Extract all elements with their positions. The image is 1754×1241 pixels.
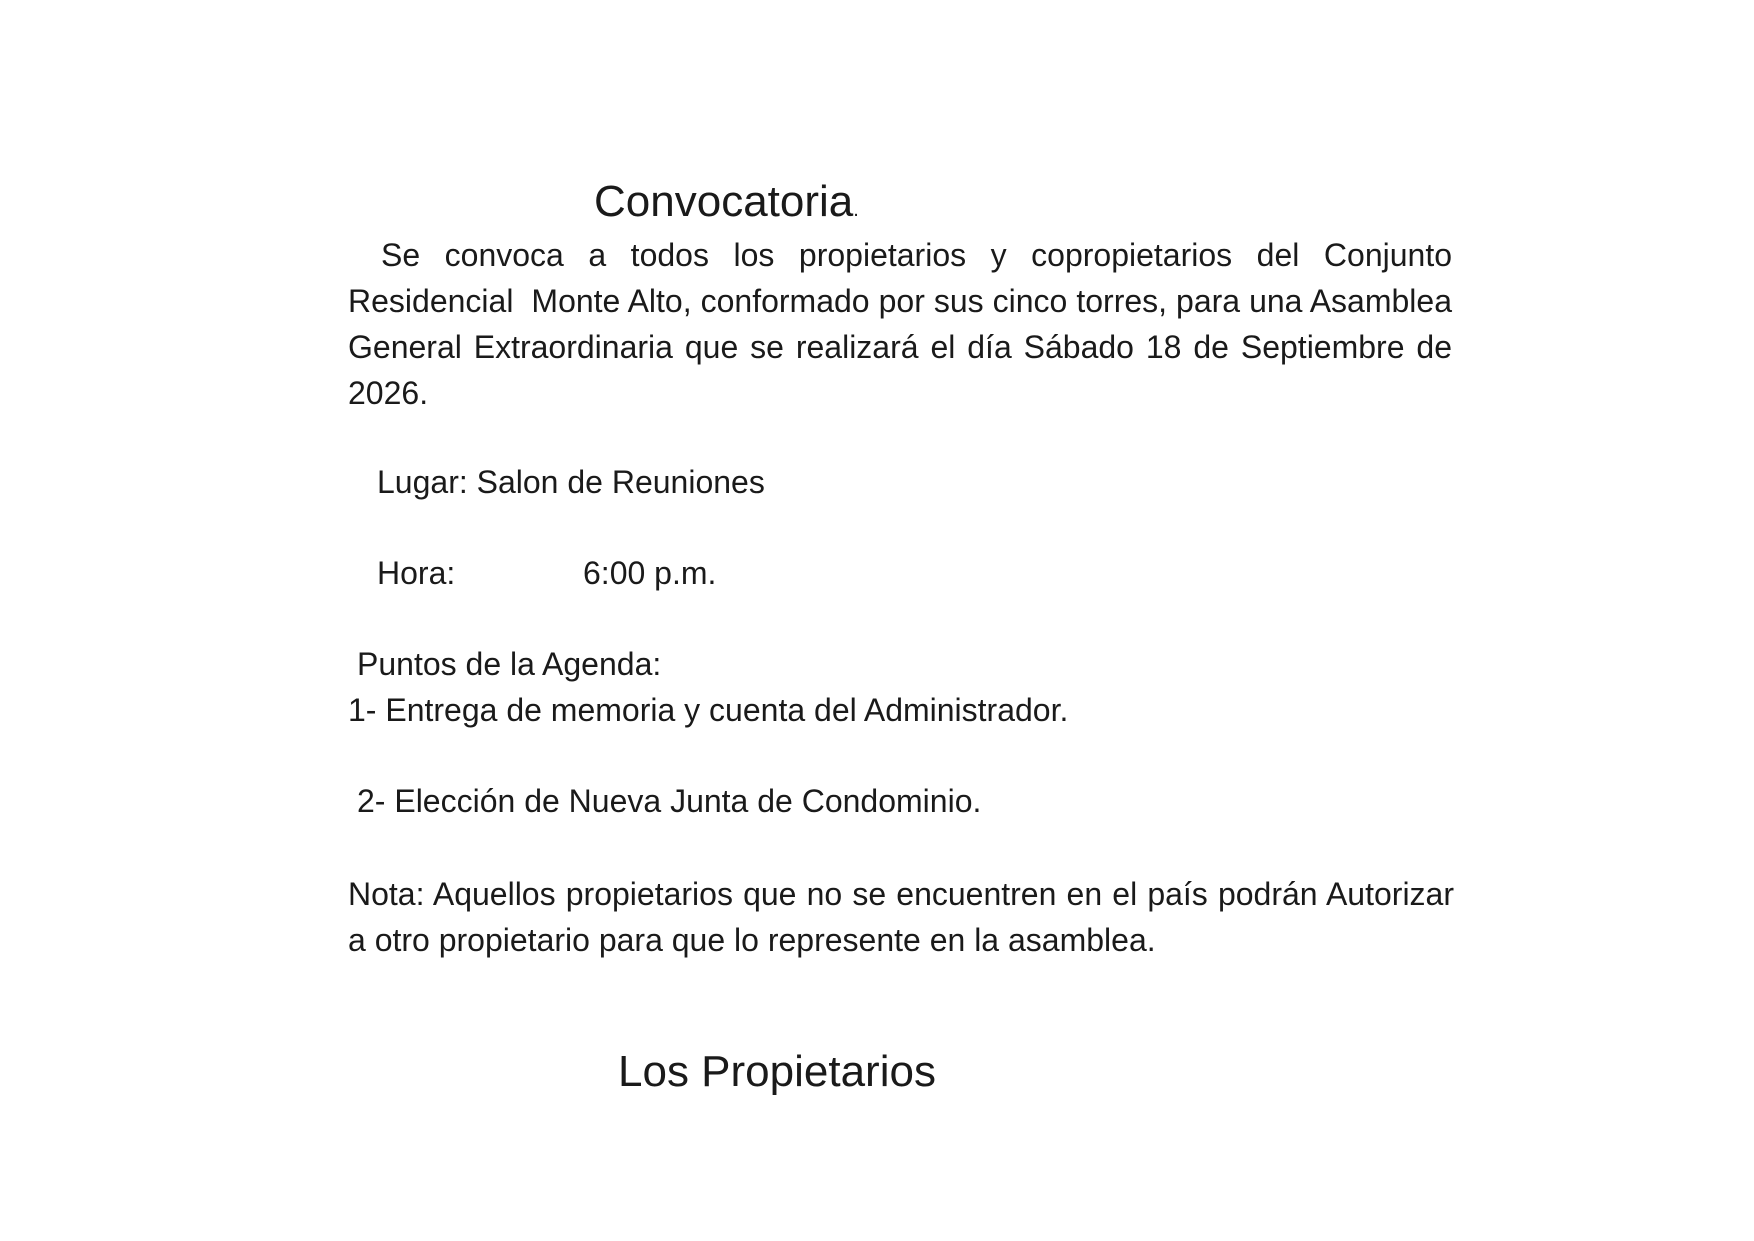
agenda-item: 2- Elección de Nueva Junta de Condominio. [357,783,982,819]
title-text: Convocatoria [594,177,854,226]
signature-line: Los Propietarios [618,1047,936,1096]
location-line: Lugar: Salon de Reuniones [377,464,765,500]
time-value: 6:00 p.m. [583,555,717,591]
document-title [594,176,859,236]
agenda-heading: Puntos de la Agenda: [357,646,662,682]
time-label: Hora: [377,555,456,591]
title-period: . [853,199,859,221]
intro-paragraph: Se convoca a todos los propietarios y copropietarios del Conjunto Residencial Monte Alto, conformado por sus cinco torres, para una Asamblea General Extraordinaria que se realizará el día Sábado 18 de Septiembre de 2026. [348,237,1461,411]
note-paragraph: Nota: Aquellos propietarios que no se encuentren en el país podrán Autorizar a otro propietario para que lo represente en la asamblea. [348,876,1454,958]
agenda-item: 1- Entrega de memoria y cuenta del Administrador. [348,692,1069,728]
